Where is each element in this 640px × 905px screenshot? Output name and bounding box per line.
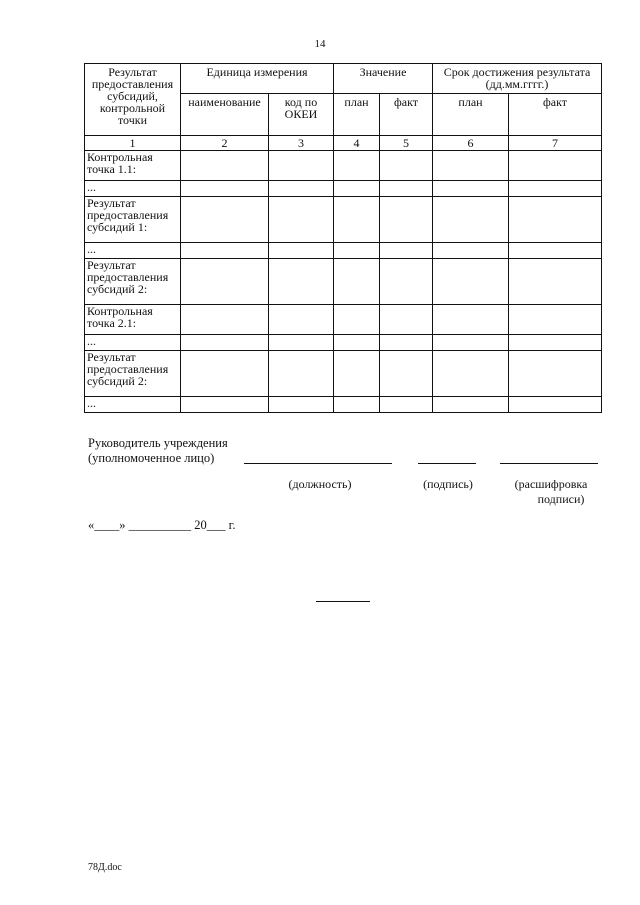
decode-caption-line2: подписи) bbox=[537, 492, 585, 506]
header-unit-code: код по ОКЕИ bbox=[269, 94, 334, 136]
table-row bbox=[85, 305, 602, 335]
column-number: 5 bbox=[380, 136, 433, 151]
table-row bbox=[85, 181, 602, 197]
position-line bbox=[244, 463, 392, 464]
signature-line bbox=[418, 463, 476, 464]
decode-caption bbox=[496, 477, 606, 507]
empty-cell bbox=[433, 397, 509, 413]
empty-cell bbox=[181, 197, 269, 243]
empty-cell bbox=[433, 197, 509, 243]
signature-caption: (подпись) bbox=[423, 477, 473, 491]
row-label: Результат предоставления субсидий 2: bbox=[85, 351, 181, 397]
empty-cell bbox=[509, 351, 602, 397]
header-result: Результат предоставления субсидий, контрольной точки bbox=[85, 64, 181, 136]
empty-cell bbox=[269, 151, 334, 181]
empty-cell bbox=[509, 197, 602, 243]
empty-cell bbox=[269, 181, 334, 197]
empty-cell bbox=[509, 335, 602, 351]
empty-cell bbox=[269, 305, 334, 335]
empty-cell bbox=[334, 397, 380, 413]
footer-filename: 78Д.doc bbox=[88, 862, 122, 873]
row-label: Контрольная точка 1.1: bbox=[85, 151, 181, 181]
decode-caption-line1: (расшифровка bbox=[514, 477, 588, 491]
empty-cell bbox=[509, 151, 602, 181]
empty-cell bbox=[509, 259, 602, 305]
empty-cell bbox=[334, 351, 380, 397]
column-number: 1 bbox=[85, 136, 181, 151]
empty-cell bbox=[433, 181, 509, 197]
row-label: ... bbox=[85, 243, 181, 259]
empty-cell bbox=[269, 397, 334, 413]
empty-cell bbox=[334, 151, 380, 181]
header-value-fact: факт bbox=[380, 94, 433, 136]
row-label: Результат предоставления субсидий 2: bbox=[85, 259, 181, 305]
empty-cell bbox=[509, 305, 602, 335]
signature-label bbox=[88, 436, 228, 466]
row-label: ... bbox=[85, 397, 181, 413]
empty-cell bbox=[380, 305, 433, 335]
empty-cell bbox=[433, 259, 509, 305]
empty-cell bbox=[433, 335, 509, 351]
page-number: 14 bbox=[314, 38, 326, 50]
empty-cell bbox=[334, 181, 380, 197]
empty-cell bbox=[181, 181, 269, 197]
decode-line bbox=[500, 463, 598, 464]
column-numbers-row bbox=[85, 136, 602, 151]
empty-cell bbox=[509, 181, 602, 197]
table-row bbox=[85, 259, 602, 305]
column-number: 6 bbox=[433, 136, 509, 151]
header-deadline-fact: факт bbox=[509, 94, 602, 136]
table-row bbox=[85, 243, 602, 259]
empty-cell bbox=[334, 243, 380, 259]
table-row bbox=[85, 335, 602, 351]
empty-cell bbox=[334, 259, 380, 305]
signature-line1: Руководитель учреждения bbox=[88, 436, 228, 450]
empty-cell bbox=[181, 397, 269, 413]
empty-cell bbox=[380, 181, 433, 197]
empty-cell bbox=[181, 335, 269, 351]
empty-cell bbox=[334, 305, 380, 335]
empty-cell bbox=[181, 151, 269, 181]
row-label: Контрольная точка 2.1: bbox=[85, 305, 181, 335]
table-row bbox=[85, 351, 602, 397]
empty-cell bbox=[269, 197, 334, 243]
header-deadline-plan: план bbox=[433, 94, 509, 136]
row-label: Результат предоставления субсидий 1: bbox=[85, 197, 181, 243]
table-body bbox=[85, 151, 602, 413]
header-unit-name: наименование bbox=[181, 94, 269, 136]
table-row bbox=[85, 151, 602, 181]
signature-line2: (уполномоченное лицо) bbox=[88, 451, 215, 465]
empty-cell bbox=[433, 243, 509, 259]
header-deadline: Срок достижения результата (дд.мм.гггг.) bbox=[433, 64, 602, 94]
empty-cell bbox=[380, 151, 433, 181]
empty-cell bbox=[269, 335, 334, 351]
header-value: Значение bbox=[334, 64, 433, 94]
header-value-plan: план bbox=[334, 94, 380, 136]
empty-cell bbox=[380, 197, 433, 243]
empty-cell bbox=[334, 197, 380, 243]
results-table bbox=[84, 63, 602, 413]
column-number: 7 bbox=[509, 136, 602, 151]
column-number: 2 bbox=[181, 136, 269, 151]
empty-cell bbox=[509, 397, 602, 413]
header-unit: Единица измерения bbox=[181, 64, 334, 94]
table-row bbox=[85, 397, 602, 413]
empty-cell bbox=[181, 351, 269, 397]
empty-cell bbox=[334, 335, 380, 351]
empty-cell bbox=[380, 243, 433, 259]
empty-cell bbox=[433, 351, 509, 397]
empty-cell bbox=[380, 259, 433, 305]
table-row bbox=[85, 197, 602, 243]
position-caption: (должность) bbox=[288, 477, 352, 491]
empty-cell bbox=[269, 259, 334, 305]
empty-cell bbox=[269, 351, 334, 397]
empty-cell bbox=[181, 259, 269, 305]
empty-cell bbox=[269, 243, 334, 259]
row-label: ... bbox=[85, 335, 181, 351]
date-line: «____» __________ 20___ г. bbox=[88, 518, 236, 532]
empty-cell bbox=[380, 335, 433, 351]
empty-cell bbox=[433, 151, 509, 181]
end-divider bbox=[316, 601, 370, 602]
empty-cell bbox=[181, 305, 269, 335]
row-label: ... bbox=[85, 181, 181, 197]
empty-cell bbox=[433, 305, 509, 335]
empty-cell bbox=[380, 351, 433, 397]
empty-cell bbox=[380, 397, 433, 413]
empty-cell bbox=[181, 243, 269, 259]
column-number: 4 bbox=[334, 136, 380, 151]
empty-cell bbox=[509, 243, 602, 259]
column-number: 3 bbox=[269, 136, 334, 151]
